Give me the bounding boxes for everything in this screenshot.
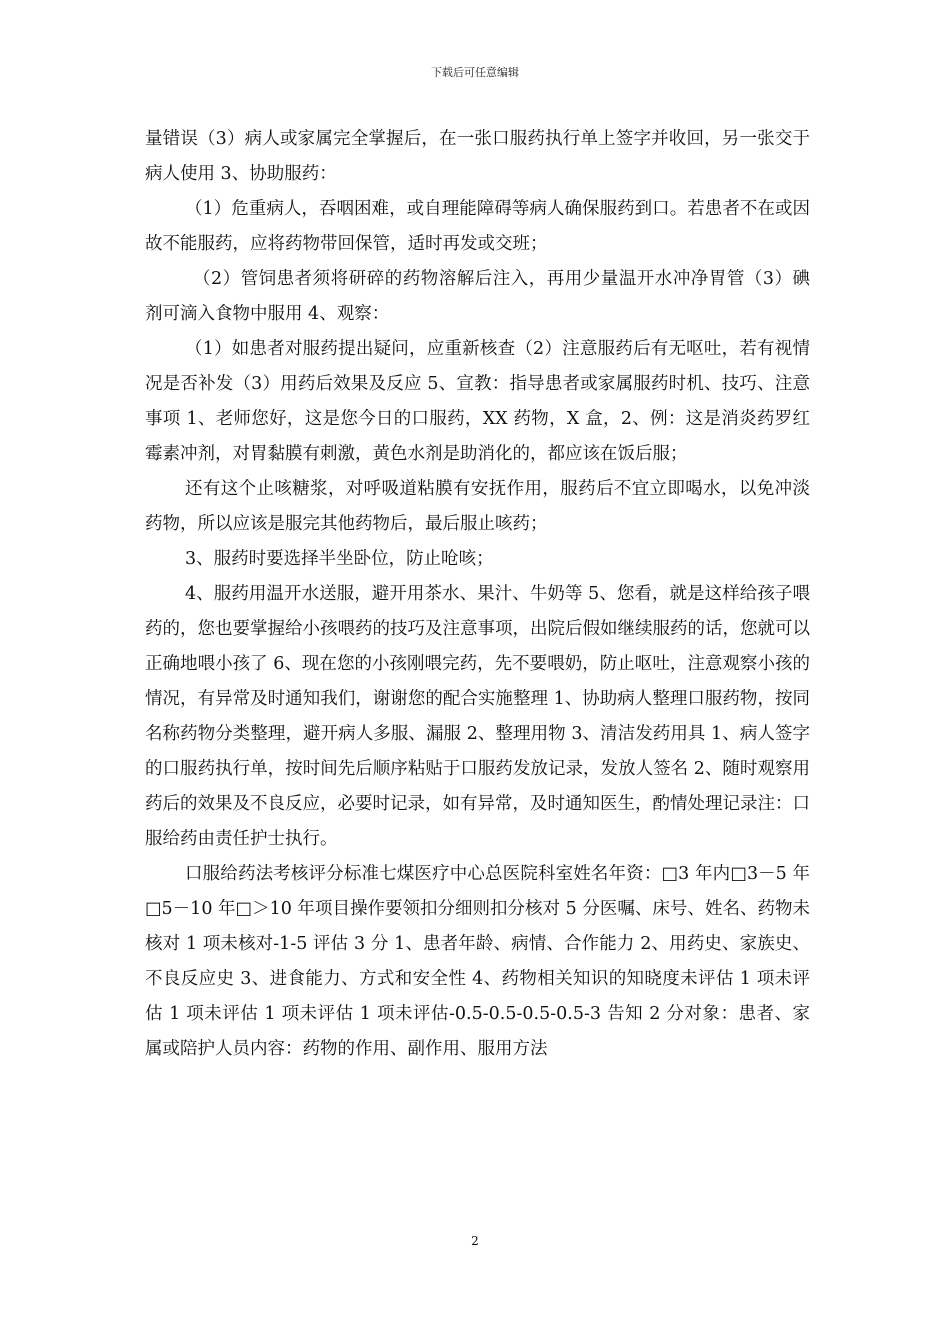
- document-body: [145, 122, 810, 1067]
- paragraph-1: 量错误（3）病人或家属完全掌握后，在一张口服药执行单上签字并收回，另一张交于病人使用 3、协助服药：: [145, 129, 810, 184]
- page-number: 2: [471, 1234, 479, 1248]
- paragraph-4: （1）如患者对服药提出疑问，应重新核查（2）注意服药后有无呕吐，若有视情况是否补发（3）用药后效果及反应 5、宣教：指导患者或家属服药时机、技巧、注意事项 1、老师您好，这是您今日的口服药，XX 药物，X 盒，2、例：这是消炎药罗红霉素冲剂，对胃黏膜有刺激，黄色水剂是助消化的，都应该在饭后服；: [145, 339, 810, 464]
- paragraph-7: 4、服药用温开水送服，避开用茶水、果汁、牛奶等 5、您看，就是这样给孩子喂药的，您也要掌握给小孩喂药的技巧及注意事项，出院后假如继续服药的话，您就可以正确地喂小孩了 6、现在您的小孩刚喂完药，先不要喂奶，防止呕吐，注意观察小孩的情况，有异常及时通知我们，谢谢您的配合实施整理 1、协助病人整理口服药物，按同名称药物分类整理，避开病人多服、漏服 2、整理用物 3、清洁发药用具 1、病人签字的口服药执行单，按时间先后顺序粘贴于口服药发放记录，发放人签名 2、随时观察用药后的效果及不良反应，必要时记录，如有异常，及时通知医生，酌情处理记录注：口服给药由责任护士执行。: [145, 584, 810, 849]
- paragraph-3: （2）管饲患者须将研碎的药物溶解后注入，再用少量温开水冲净胃管（3）碘剂可滴入食物中服用 4、观察：: [145, 269, 810, 324]
- page-header: 下载后可任意编辑: [431, 66, 519, 79]
- paragraph-6: 3、服药时要选择半坐卧位，防止呛咳；: [185, 549, 494, 569]
- paragraph-8: 口服给药法考核评分标准七煤医疗中心总医院科室姓名年资：□3 年内□3－5 年□5－10 年□＞10 年项目操作要领扣分细则扣分核对 5 分医嘱、床号、姓名、药物未核对 1 项未核对-1-5 评估 3 分 1、患者年龄、病情、合作能力 2、用药史、家族史、不良反应史 3、进食能力、方式和安全性 4、药物相关知识的知晓度未评估 1 项未评估 1 项未评估 1 项未评估 1 项未评估-0.5-0.5-0.5-0.5-3 告知 2 分对象：患者、家属或陪护人员内容：药物的作用、副作用、服用方法: [145, 864, 810, 1059]
- paragraph-5: 还有这个止咳糖浆，对呼吸道粘膜有安抚作用，服药后不宜立即喝水，以免冲淡药物，所以应该是服完其他药物后，最后服止咳药；: [145, 479, 810, 534]
- paragraph-2: （1）危重病人，吞咽困难，或自理能障碍等病人确保服药到口。若患者不在或因故不能服药，应将药物带回保管，适时再发或交班；: [145, 199, 810, 254]
